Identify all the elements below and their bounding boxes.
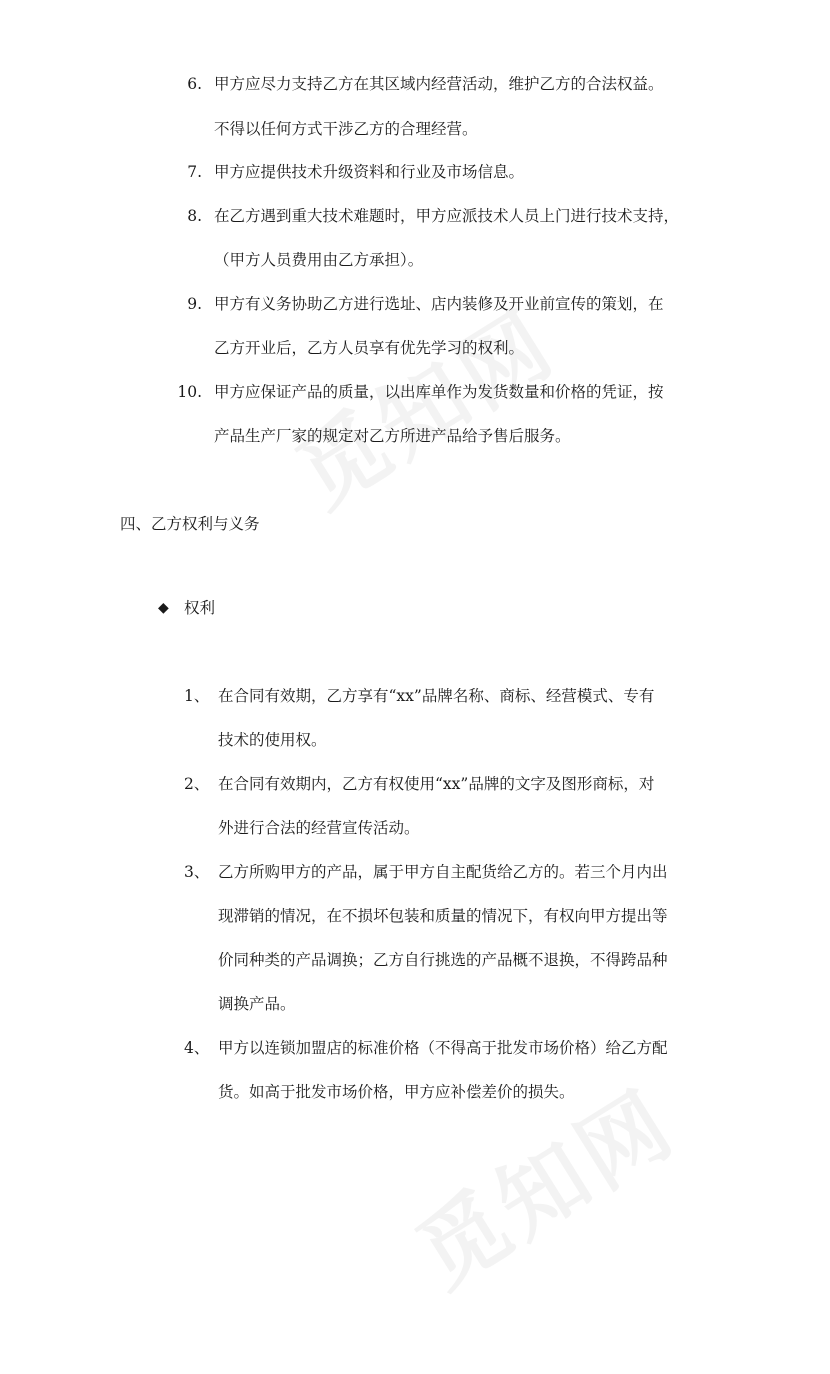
item-text-line: 在合同有效期，乙方享有“xx”品牌名称、商标、经营模式、专有 [218, 687, 655, 705]
item-text-line: 乙方开业后，乙方人员享有优先学习的权利。 [214, 339, 525, 357]
item-text-line: 乙方所购甲方的产品，属于甲方自主配货给乙方的。若三个月内出 [218, 863, 668, 881]
item-text-line: 价同种类的产品调换；乙方自行挑选的产品概不退换，不得跨品种 [218, 951, 668, 969]
item-text-line: 产品生产厂家的规定对乙方所进产品给予售后服务。 [214, 427, 571, 445]
item-text-line: 不得以任何方式干涉乙方的合理经营。 [214, 120, 478, 138]
item-text-line: 货。如高于批发市场价格，甲方应补偿差价的损失。 [218, 1083, 575, 1101]
item-text-line: 甲方应保证产品的质量，以出库单作为发货数量和价格的凭证，按 [214, 383, 664, 401]
item-text-line: 甲方应提供技术升级资料和行业及市场信息。 [214, 163, 525, 181]
item-number: 7. [187, 163, 202, 181]
item-number: 6. [187, 75, 202, 93]
item-text-line: 现滞销的情况，在不损坏包装和质量的情况下，有权向甲方提出等 [218, 907, 668, 925]
item-number: 3、 [184, 863, 210, 881]
item-number: 1、 [184, 687, 210, 705]
section-title: 四、乙方权利与义务 [120, 515, 260, 533]
item-text-line: （甲方人员费用由乙方承担）。 [214, 251, 424, 269]
item-number: 10. [177, 383, 202, 401]
item-number: 2、 [184, 775, 210, 793]
item-text-line: 技术的使用权。 [218, 731, 327, 749]
item-text-line: 甲方以连锁加盟店的标准价格（不得高于批发市场价格）给乙方配 [218, 1039, 668, 1057]
item-number: 9. [187, 295, 202, 313]
item-text-line: 甲方应尽力支持乙方在其区域内经营活动，维护乙方的合法权益。 [214, 75, 664, 93]
item-text-line: 在乙方遇到重大技术难题时，甲方应派技术人员上门进行技术支持， [214, 207, 680, 225]
item-text-line: 在合同有效期内，乙方有权使用“xx”品牌的文字及图形商标，对 [218, 775, 655, 793]
item-text-line: 甲方有义务协助乙方进行选址、店内装修及开业前宣传的策划，在 [214, 295, 664, 313]
item-text-line: 外进行合法的经营宣传活动。 [218, 819, 420, 837]
item-text-line: 调换产品。 [218, 995, 296, 1013]
bullet-label: 权利 [184, 599, 216, 617]
diamond-bullet-icon: ◆ [158, 600, 169, 616]
item-number: 8. [187, 207, 202, 225]
item-number: 4、 [184, 1039, 210, 1057]
